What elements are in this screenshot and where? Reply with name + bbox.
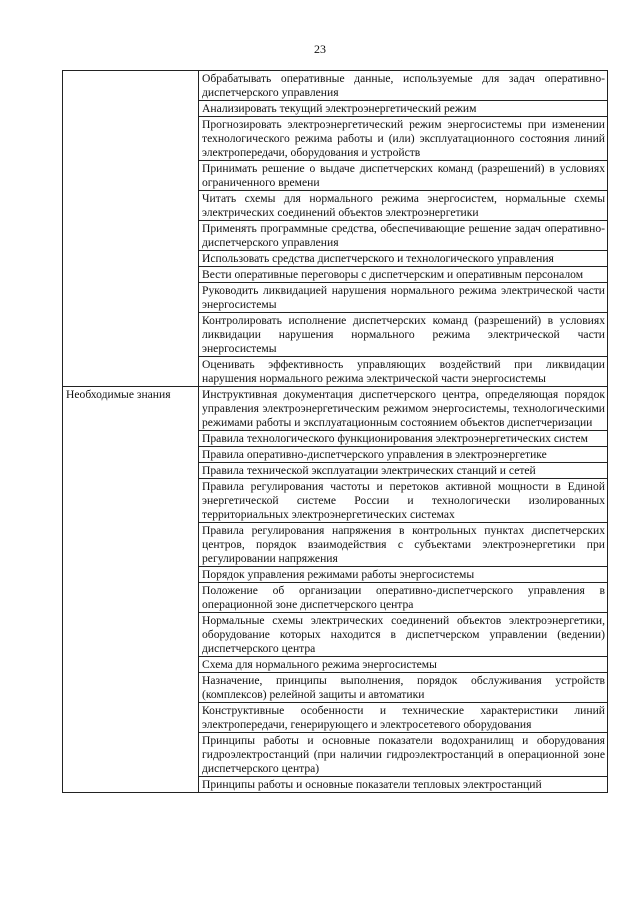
knowledge-item: Назначение, принципы выполнения, порядок обслуживания устройств (комплексов) релейной защиты и автоматики [199,673,608,703]
knowledge-item: Правила регулирования частоты и перетоков активной мощности в Единой энергетической системе России и технологически изолированных территориальных электроэнергетических системах [199,479,608,523]
skill-item: Контролировать исполнение диспетчерских команд (разрешений) в условиях ликвидации нарушения нормального режима электрической части энергосистемы [199,313,608,357]
skills-label-cell [63,71,199,387]
skill-item: Вести оперативные переговоры с диспетчерским и оперативным персоналом [199,267,608,283]
knowledge-item: Порядок управления режимами работы энергосистемы [199,567,608,583]
knowledge-item: Нормальные схемы электрических соединений объектов электроэнергетики, оборудование которых находится в диспетчерском управлении (ведении) диспетчерского центра [199,613,608,657]
skill-item: Принимать решение о выдаче диспетчерских команд (разрешений) в условиях ограниченного времени [199,161,608,191]
knowledge-item: Правила технической эксплуатации электрических станций и сетей [199,463,608,479]
skill-item: Обрабатывать оперативные данные, используемые для задач оперативно-диспетчерского управления [199,71,608,101]
skill-item: Прогнозировать электроэнергетический режим энергосистемы при изменении технологического режима работы и (или) эксплуатационного состояния линий электропередачи, оборудования и устройств [199,117,608,161]
skill-item: Оценивать эффективность управляющих воздействий при ликвидации нарушения нормального режима электрической части энергосистемы [199,357,608,387]
knowledge-item: Принципы работы и основные показатели водохранилищ и оборудования гидроэлектростанций (при наличии гидроэлектростанций в операционной зоне диспетчерского центра) [199,733,608,777]
knowledge-item: Схема для нормального режима энергосистемы [199,657,608,673]
table-row [63,387,608,431]
table-row [63,71,608,101]
knowledge-label: Необходимые знания [63,387,199,793]
knowledge-item: Конструктивные особенности и технические характеристики линий электропередачи, генерирующего и электросетевого оборудования [199,703,608,733]
competency-table [62,70,608,793]
knowledge-item: Инструктивная документация диспетчерского центра, определяющая порядок управления электроэнергетическим режимом энергосистемы, технологическими режимами работы и эксплуатационным состоянием объектов диспетчеризации [199,387,608,431]
knowledge-item: Принципы работы и основные показатели тепловых электростанций [199,777,608,793]
knowledge-item: Правила оперативно-диспетчерского управления в электроэнергетике [199,447,608,463]
knowledge-item: Правила технологического функционирования электроэнергетических систем [199,431,608,447]
skill-item: Использовать средства диспетчерского и технологического управления [199,251,608,267]
page-number: 23 [314,42,326,56]
knowledge-item: Правила регулирования напряжения в контрольных пунктах диспетчерских центров, порядок взаимодействия с субъектами электроэнергетики при регулировании напряжения [199,523,608,567]
skill-item: Руководить ликвидацией нарушения нормального режима электрической части энергосистемы [199,283,608,313]
knowledge-item: Положение об организации оперативно-диспетчерского управления в операционной зоне диспетчерского центра [199,583,608,613]
skill-item: Читать схемы для нормального режима энергосистем, нормальные схемы электрических соединений объектов электроэнергетики [199,191,608,221]
skill-item: Анализировать текущий электроэнергетический режим [199,101,608,117]
skill-item: Применять программные средства, обеспечивающие решение задач оперативно-диспетчерского управления [199,221,608,251]
